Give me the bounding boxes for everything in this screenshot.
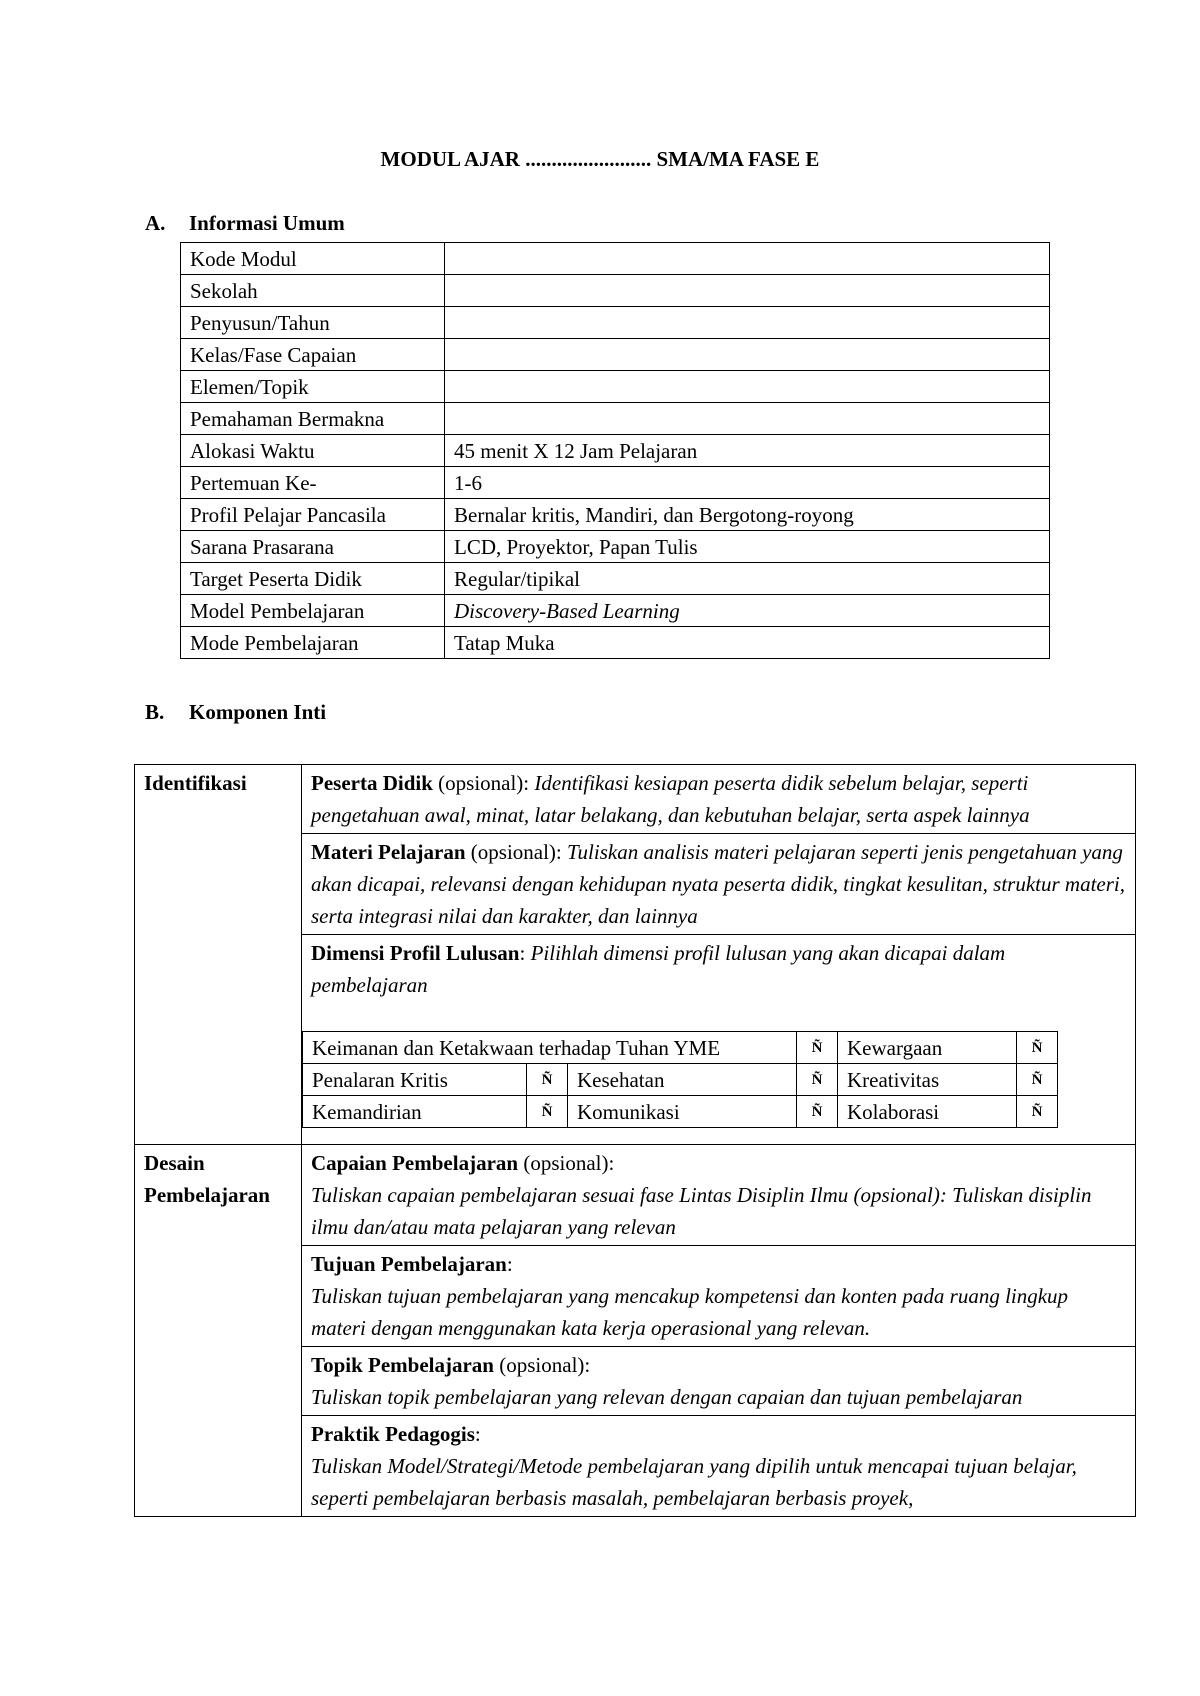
info-value [445,307,1050,339]
topik-heading: Topik Pembelajaran [311,1353,494,1377]
info-row [181,435,1050,467]
dimension-checkbox[interactable]: Ñ [527,1064,568,1096]
info-value: 1-6 [445,467,1050,499]
info-row [181,531,1050,563]
info-key: Penyusun/Tahun [181,307,445,339]
info-row [181,307,1050,339]
section-b-letter: B. [145,700,165,724]
info-row [181,595,1050,627]
info-value [445,371,1050,403]
praktik-heading: Praktik Pedagogis [311,1422,475,1446]
dimension-label: Kesehatan [568,1064,797,1096]
praktik-text: Tuliskan Model/Strategi/Metode pembelajaran yang dipilih untuk mencapai tujuan belajar, seperti pembelajaran berbasis masalah, pembelajaran berbasis proyek, [311,1454,1077,1510]
info-value: Bernalar kritis, Mandiri, dan Bergotong-royong [445,499,1050,531]
info-value [445,339,1050,371]
info-key: Kelas/Fase Capaian [181,339,445,371]
document-title: MODUL AJAR ........................ SMA/MA FASE E [380,147,820,171]
info-key: Alokasi Waktu [181,435,445,467]
materi-pelajaran-text: Tuliskan analisis materi pelajaran seperti jenis pengetahuan yang akan dicapai, relevansi dengan kehidupan nyata peserta didik, tingkat kesulitan, struktur materi, serta integrasi nilai dan karakter, dan lainnya [311,840,1125,928]
tujuan-cell [302,1246,1136,1347]
tujuan-optional: : [506,1252,513,1276]
topik-cell [302,1347,1136,1416]
dimension-checkbox[interactable]: Ñ [1017,1064,1058,1096]
info-value: Regular/tipikal [445,563,1050,595]
info-value: LCD, Proyektor, Papan Tulis [445,531,1050,563]
praktik-optional: : [474,1422,481,1446]
dimensi-profil-heading: Dimensi Profil Lulusan [311,941,520,965]
capaian-heading: Capaian Pembelajaran [311,1151,519,1175]
info-value [445,275,1050,307]
info-value: 45 menit X 12 Jam Pelajaran [445,435,1050,467]
info-value [445,403,1050,435]
info-row [181,499,1050,531]
capaian-text: Tuliskan capaian pembelajaran sesuai fase Lintas Disiplin Ilmu (opsional): Tuliskan disiplin ilmu dan/atau mata pelajaran yang relevan [311,1183,1092,1239]
praktik-cell [302,1416,1136,1517]
info-row [181,275,1050,307]
topik-optional: (opsional): [494,1353,591,1377]
topik-text: Tuliskan topik pembelajaran yang relevan dengan capaian dan tujuan pembelajaran [311,1385,1023,1409]
table-row [135,1145,1136,1246]
info-key: Sekolah [181,275,445,307]
section-a-heading [145,211,345,236]
identifikasi-label: Identifikasi [135,765,302,1145]
info-row [181,371,1050,403]
dimension-checkbox[interactable]: Ñ [797,1064,838,1096]
dimension-label: Kreativitas [838,1064,1017,1096]
info-key: Sarana Prasarana [181,531,445,563]
info-row [181,563,1050,595]
tujuan-heading: Tujuan Pembelajaran [311,1252,507,1276]
dimension-label: Keimanan dan Ketakwaan terhadap Tuhan YME [303,1032,797,1064]
peserta-didik-cell [302,765,1136,834]
info-key: Elemen/Topik [181,371,445,403]
info-row [181,243,1050,275]
section-a-label: Informasi Umum [189,211,345,235]
dimensi-profil-cell [302,935,1136,1145]
info-value: Discovery-Based Learning [445,595,1050,627]
info-row [181,467,1050,499]
capaian-optional: (opsional): [518,1151,615,1175]
info-key: Mode Pembelajaran [181,627,445,659]
dimension-row [303,1032,1058,1064]
info-key: Profil Pelajar Pancasila [181,499,445,531]
dimension-row [303,1096,1058,1128]
info-key: Model Pembelajaran [181,595,445,627]
info-key: Target Peserta Didik [181,563,445,595]
capaian-cell [302,1145,1136,1246]
dimensi-profil-optional: : [519,941,531,965]
peserta-didik-text: Identifikasi kesiapan peserta didik sebelum belajar, seperti pengetahuan awal, minat, latar belakang, dan kebutuhan belajar, serta aspek lainnya [311,771,1030,827]
dimension-checkbox[interactable]: Ñ [797,1032,838,1064]
materi-pelajaran-optional: (opsional): [465,840,568,864]
tujuan-text: Tuliskan tujuan pembelajaran yang mencakup kompetensi dan konten pada ruang lingkup materi dengan menggunakan kata kerja operasional yang relevan. [311,1284,1069,1340]
dimension-spacer [311,1128,1126,1144]
info-key: Pertemuan Ke- [181,467,445,499]
info-value: Tatap Muka [445,627,1050,659]
dimension-label: Kewargaan [838,1032,1017,1064]
dimension-row [303,1064,1058,1096]
section-b-label: Komponen Inti [189,700,327,724]
section-b-heading [145,700,326,725]
general-info-table [180,242,1050,659]
peserta-didik-optional: (opsional): [432,771,535,795]
dimension-checkbox[interactable]: Ñ [527,1096,568,1128]
info-key: Pemahaman Bermakna [181,403,445,435]
info-row [181,627,1050,659]
dimension-label: Kolaborasi [838,1096,1017,1128]
core-components-table [134,764,1136,1517]
desain-label: Desain Pembelajaran [135,1145,302,1517]
info-row [181,403,1050,435]
info-value [445,243,1050,275]
dimension-grid [302,1031,1058,1128]
dimension-label: Kemandirian [303,1096,527,1128]
dimension-checkbox[interactable]: Ñ [1017,1096,1058,1128]
section-a-letter: A. [145,211,166,235]
dimensi-profil-text: Pilihlah dimensi profil lulusan yang akan dicapai dalam pembelajaran [311,941,1006,997]
dimension-label: Komunikasi [568,1096,797,1128]
peserta-didik-heading: Peserta Didik [311,771,433,795]
dimension-checkbox[interactable]: Ñ [1017,1032,1058,1064]
info-key: Kode Modul [181,243,445,275]
dimension-checkbox[interactable]: Ñ [797,1096,838,1128]
materi-pelajaran-cell [302,834,1136,935]
table-row [135,765,1136,834]
info-row [181,339,1050,371]
materi-pelajaran-heading: Materi Pelajaran [311,840,466,864]
dimension-label: Penalaran Kritis [303,1064,527,1096]
